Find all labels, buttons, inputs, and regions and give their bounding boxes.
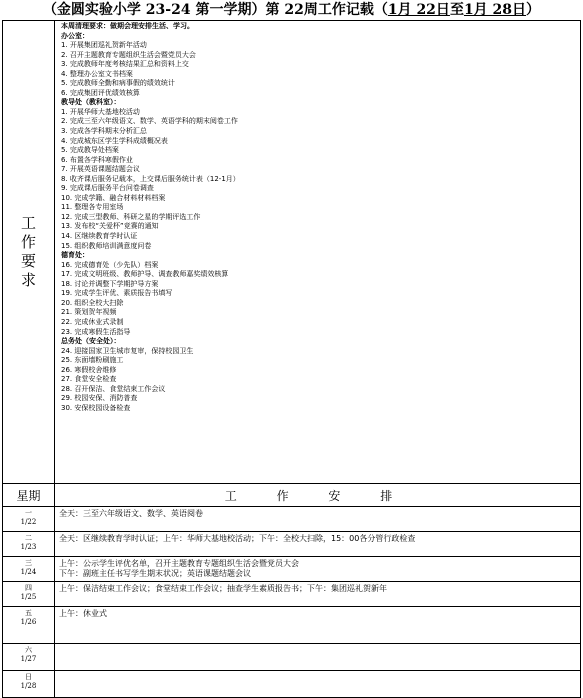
date-label: 1/28 [20, 682, 37, 690]
requirement-item: 11. 整理各专用室场 [61, 203, 124, 212]
day-cell [3, 644, 55, 671]
requirement-section-heading: 总务处（安全处）： [61, 337, 121, 346]
date-label: 1/27 [20, 655, 37, 663]
weekday-label: 一 [25, 509, 32, 517]
day-row-tue [3, 532, 581, 557]
plan-cell [55, 532, 581, 557]
date-label: 1/25 [20, 593, 37, 601]
title-prefix: （金圆实验小学 23-24 第一学期）第 22周工作记载（ [42, 2, 388, 18]
requirement-item: 13. 发布校“关爱杯”竞赛的通知 [61, 222, 159, 231]
requirement-item: 15. 组织教师培训满意度问卷 [61, 241, 152, 250]
req-label-char: 作 [20, 233, 36, 251]
requirement-item: 17. 完成文明班级、教师护导、调查教师嘉奖绩效核算 [61, 270, 229, 279]
requirement-item: 10. 完成学籍、融合材料材料档案 [61, 193, 166, 202]
requirement-item: 21. 策划贺年视频 [61, 308, 117, 317]
title-start-date: 1月 22日 [387, 2, 450, 18]
requirement-item: 4. 完成城东区学生学科成绩概况表 [61, 136, 168, 145]
plan-cell [55, 671, 581, 698]
requirement-item: 2. 完成三至六年级语文、数学、英语学科的期末阅卷工作 [61, 117, 238, 126]
requirement-item: 1. 开展集团巡礼贺新年活动 [61, 41, 147, 50]
requirement-item: 18. 讨论并调整下学期护导方案 [61, 279, 159, 288]
weekday-label: 六 [25, 646, 32, 654]
title-end-date: 1月 28日 [463, 2, 527, 18]
date-label: 1/26 [20, 618, 37, 626]
work-record-table [2, 20, 581, 698]
plan-cell [55, 607, 581, 644]
day-row-fri [3, 607, 581, 644]
requirement-item: 7. 开展英语课题结题会议 [61, 165, 140, 174]
requirement-item: 5. 完成教导处档案 [61, 146, 119, 155]
plan-cell [55, 507, 581, 532]
schedule-header-row [3, 484, 581, 507]
requirement-item: 16. 完成德育处（少先队）档案 [61, 260, 159, 269]
day-cell [3, 557, 55, 582]
requirement-item: 8. 收齐课后服务记载本，上交课后服务统计表（12-1月） [61, 174, 240, 183]
requirement-item: 6. 完成集团评优绩效核算 [61, 88, 140, 97]
req-label-char: 要 [20, 252, 36, 270]
requirement-item: 26. 寒假校舍维修 [61, 365, 117, 374]
date-label: 1/23 [20, 543, 37, 551]
requirement-item: 2. 召开主题教育专题组织生活会暨党员大会 [61, 50, 196, 59]
requirement-section-heading: 办公室： [61, 31, 89, 40]
weekday-label: 日 [25, 673, 32, 681]
req-label-char: 工 [20, 214, 36, 232]
date-label: 1/22 [20, 518, 37, 526]
requirement-item: 25. 东面墙粉刷施工 [61, 356, 124, 365]
weekday-label: 三 [25, 559, 32, 567]
day-cell [3, 532, 55, 557]
requirement-section-heading: 德育处： [61, 251, 89, 260]
requirement-item: 24. 迎接国家卫生城市复审，保持校园卫生 [61, 346, 194, 355]
requirement-section-heading: 本周清理要求：做期会理安排生活、学习。 [61, 22, 194, 30]
page-title [0, 0, 583, 20]
plan-line: 上午：休业式 [59, 609, 107, 618]
requirements-row [3, 21, 581, 484]
requirement-item: 14. 区继续教育学时认证 [61, 232, 138, 241]
plan-column-header: 工 作 安 排 [55, 484, 581, 507]
day-cell [3, 671, 55, 698]
requirement-item: 30. 安保校园设备检查 [61, 403, 131, 412]
requirement-item: 29. 校园安保、消防普查 [61, 394, 138, 403]
day-row-thu [3, 582, 581, 607]
requirements-label [3, 21, 55, 484]
requirement-item: 3. 完成教师年度考核结果汇总和资料上交 [61, 60, 189, 69]
date-label: 1/24 [20, 568, 37, 576]
requirement-item: 12. 完成三型教师、科研之星的学期评选工作 [61, 212, 201, 221]
plan-line: 全天：三至六年级语文、数学、英语阅卷 [59, 509, 203, 518]
requirement-item: 1. 开展华师大基地校活动 [61, 107, 140, 116]
day-row-sat [3, 644, 581, 671]
weekday-label: 四 [25, 584, 32, 592]
plan-line: 全天：区继续教育学时认证；上午：华师大基地校活动；下午：全校大扫除，15：00各分管行政检查 [59, 534, 416, 543]
requirements-list [55, 21, 581, 484]
day-cell [3, 607, 55, 644]
requirement-item: 3. 完成各学科期末分析汇总 [61, 127, 147, 136]
day-row-sun [3, 671, 581, 698]
req-label-char: 求 [20, 271, 36, 289]
requirement-item: 4. 整理办公室文书档案 [61, 69, 133, 78]
requirement-item: 28. 召开保洁、食堂结束工作会议 [61, 384, 166, 393]
requirement-item: 23. 完成寒假生活指导 [61, 327, 131, 336]
weekday-label: 二 [25, 534, 32, 542]
plan-cell [55, 644, 581, 671]
requirement-item: 22. 完成休业式录制 [61, 317, 124, 326]
plan-cell [55, 557, 581, 582]
plan-cell [55, 582, 581, 607]
requirement-item: 19. 完成学生评优、素质报告书填写 [61, 289, 173, 298]
plan-line: 上午：公示学生评优名单，召开主题教育专题组织生活会暨党员大会 [59, 559, 299, 568]
plan-line: 下午：副班主任书写学生期末状况；英语课题结题会议 [59, 569, 251, 578]
requirement-item: 6. 布置各学科寒假作业 [61, 155, 133, 164]
requirement-section-heading: 教导处（教科室）： [61, 98, 121, 107]
day-cell [3, 507, 55, 532]
day-row-wed [3, 557, 581, 582]
requirement-item: 5. 完成教师全勤和病事假的绩效统计 [61, 79, 175, 88]
requirement-item: 9. 完成课后服务平台问卷调查 [61, 184, 154, 193]
title-suffix: ） [526, 2, 541, 18]
requirement-item: 20. 组织全校大扫除 [61, 298, 124, 307]
day-column-header: 星期 [3, 484, 55, 507]
title-mid: 至 [449, 2, 464, 18]
day-row-mon [3, 507, 581, 532]
day-cell [3, 582, 55, 607]
plan-line: 上午：保洁结束工作会议；食堂结束工作会议；抽查学生素质报告书；下午：集团巡礼贺新年 [59, 584, 387, 593]
requirement-item: 27. 食堂安全检查 [61, 375, 117, 384]
weekday-label: 五 [25, 609, 32, 617]
